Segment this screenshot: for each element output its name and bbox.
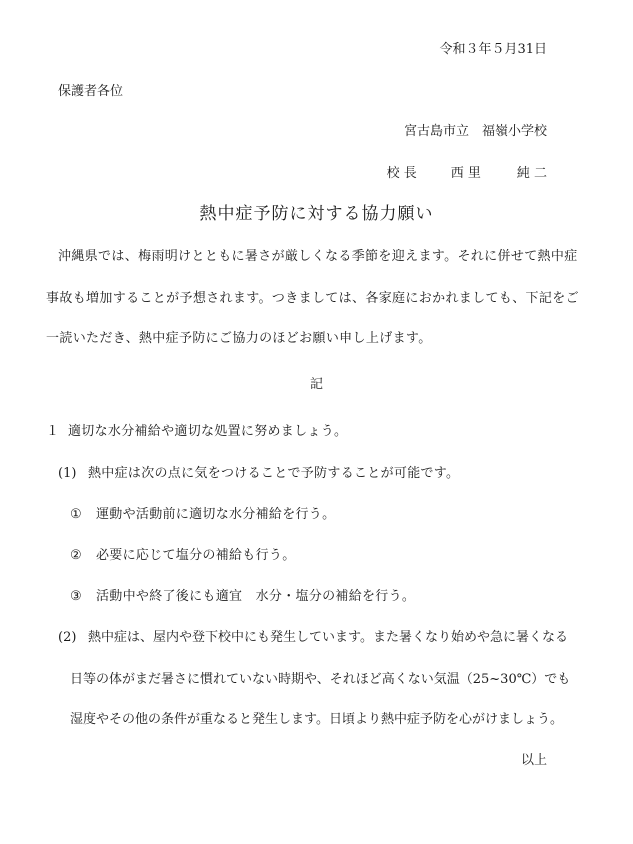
- sender-family-name: 西 里: [450, 166, 481, 181]
- item-3-mark: ③: [70, 589, 82, 604]
- sender-given-name: 純 二: [516, 166, 547, 181]
- item-3-text: 活動中や終了後にも適宜 水分・塩分の補給を行う。: [96, 589, 416, 604]
- section-1-heading: 適切な水分補給や適切な処置に努めましょう。: [68, 424, 348, 439]
- sub-1-number: (1): [58, 466, 77, 481]
- sender-signature: [387, 166, 547, 182]
- sub-2-line-1: 熱中症は、屋内や登下校中にも発生しています。また暑くなり始めや急に暑くなる: [88, 630, 568, 645]
- item-1-text: 運動や活動前に適切な水分補給を行う。: [96, 507, 336, 522]
- sub-2-number: (2): [58, 630, 77, 645]
- section-1-number: １: [46, 424, 60, 439]
- intro-line-1: 沖縄県では、梅雨明けとともに暑さが厳しくなる季節を迎えます。それに併せて熱中症: [58, 249, 578, 264]
- intro-line-2: 事故も増加することが予想されます。つきましては、各家庭におかれましても、下記をご: [46, 291, 579, 306]
- addressee: 保護者各位: [58, 84, 124, 99]
- document-title: 熱中症予防に対する協力願い: [199, 204, 434, 224]
- item-1-mark: ①: [70, 507, 82, 522]
- sub-2-line-2: 日等の体がまだ暑さに慣れていない時期や、それほど高くない気温（25~30℃）でも: [70, 672, 571, 687]
- sender-school: 宮古島市立 福嶺小学校: [403, 124, 547, 139]
- closing-ijou: 以上: [520, 753, 547, 768]
- intro-line-3: 一読いただき、熱中症予防にご協力のほどお願い申し上げます。: [46, 331, 432, 346]
- item-2-text: 必要に応じて塩分の補給も行う。: [96, 548, 296, 563]
- ki-heading: 記: [309, 377, 323, 392]
- sub-1-text: 熱中症は次の点に気をつけることで予防することが可能です。: [88, 466, 460, 481]
- sender-role: 校 長: [386, 166, 417, 181]
- sub-2-line-3: 湿度やその他の条件が重なると発生します。日頃より熱中症予防を心がけましょう。: [70, 712, 563, 727]
- document-date: 令和３年５月31日: [439, 42, 547, 57]
- item-2-mark: ②: [70, 548, 82, 563]
